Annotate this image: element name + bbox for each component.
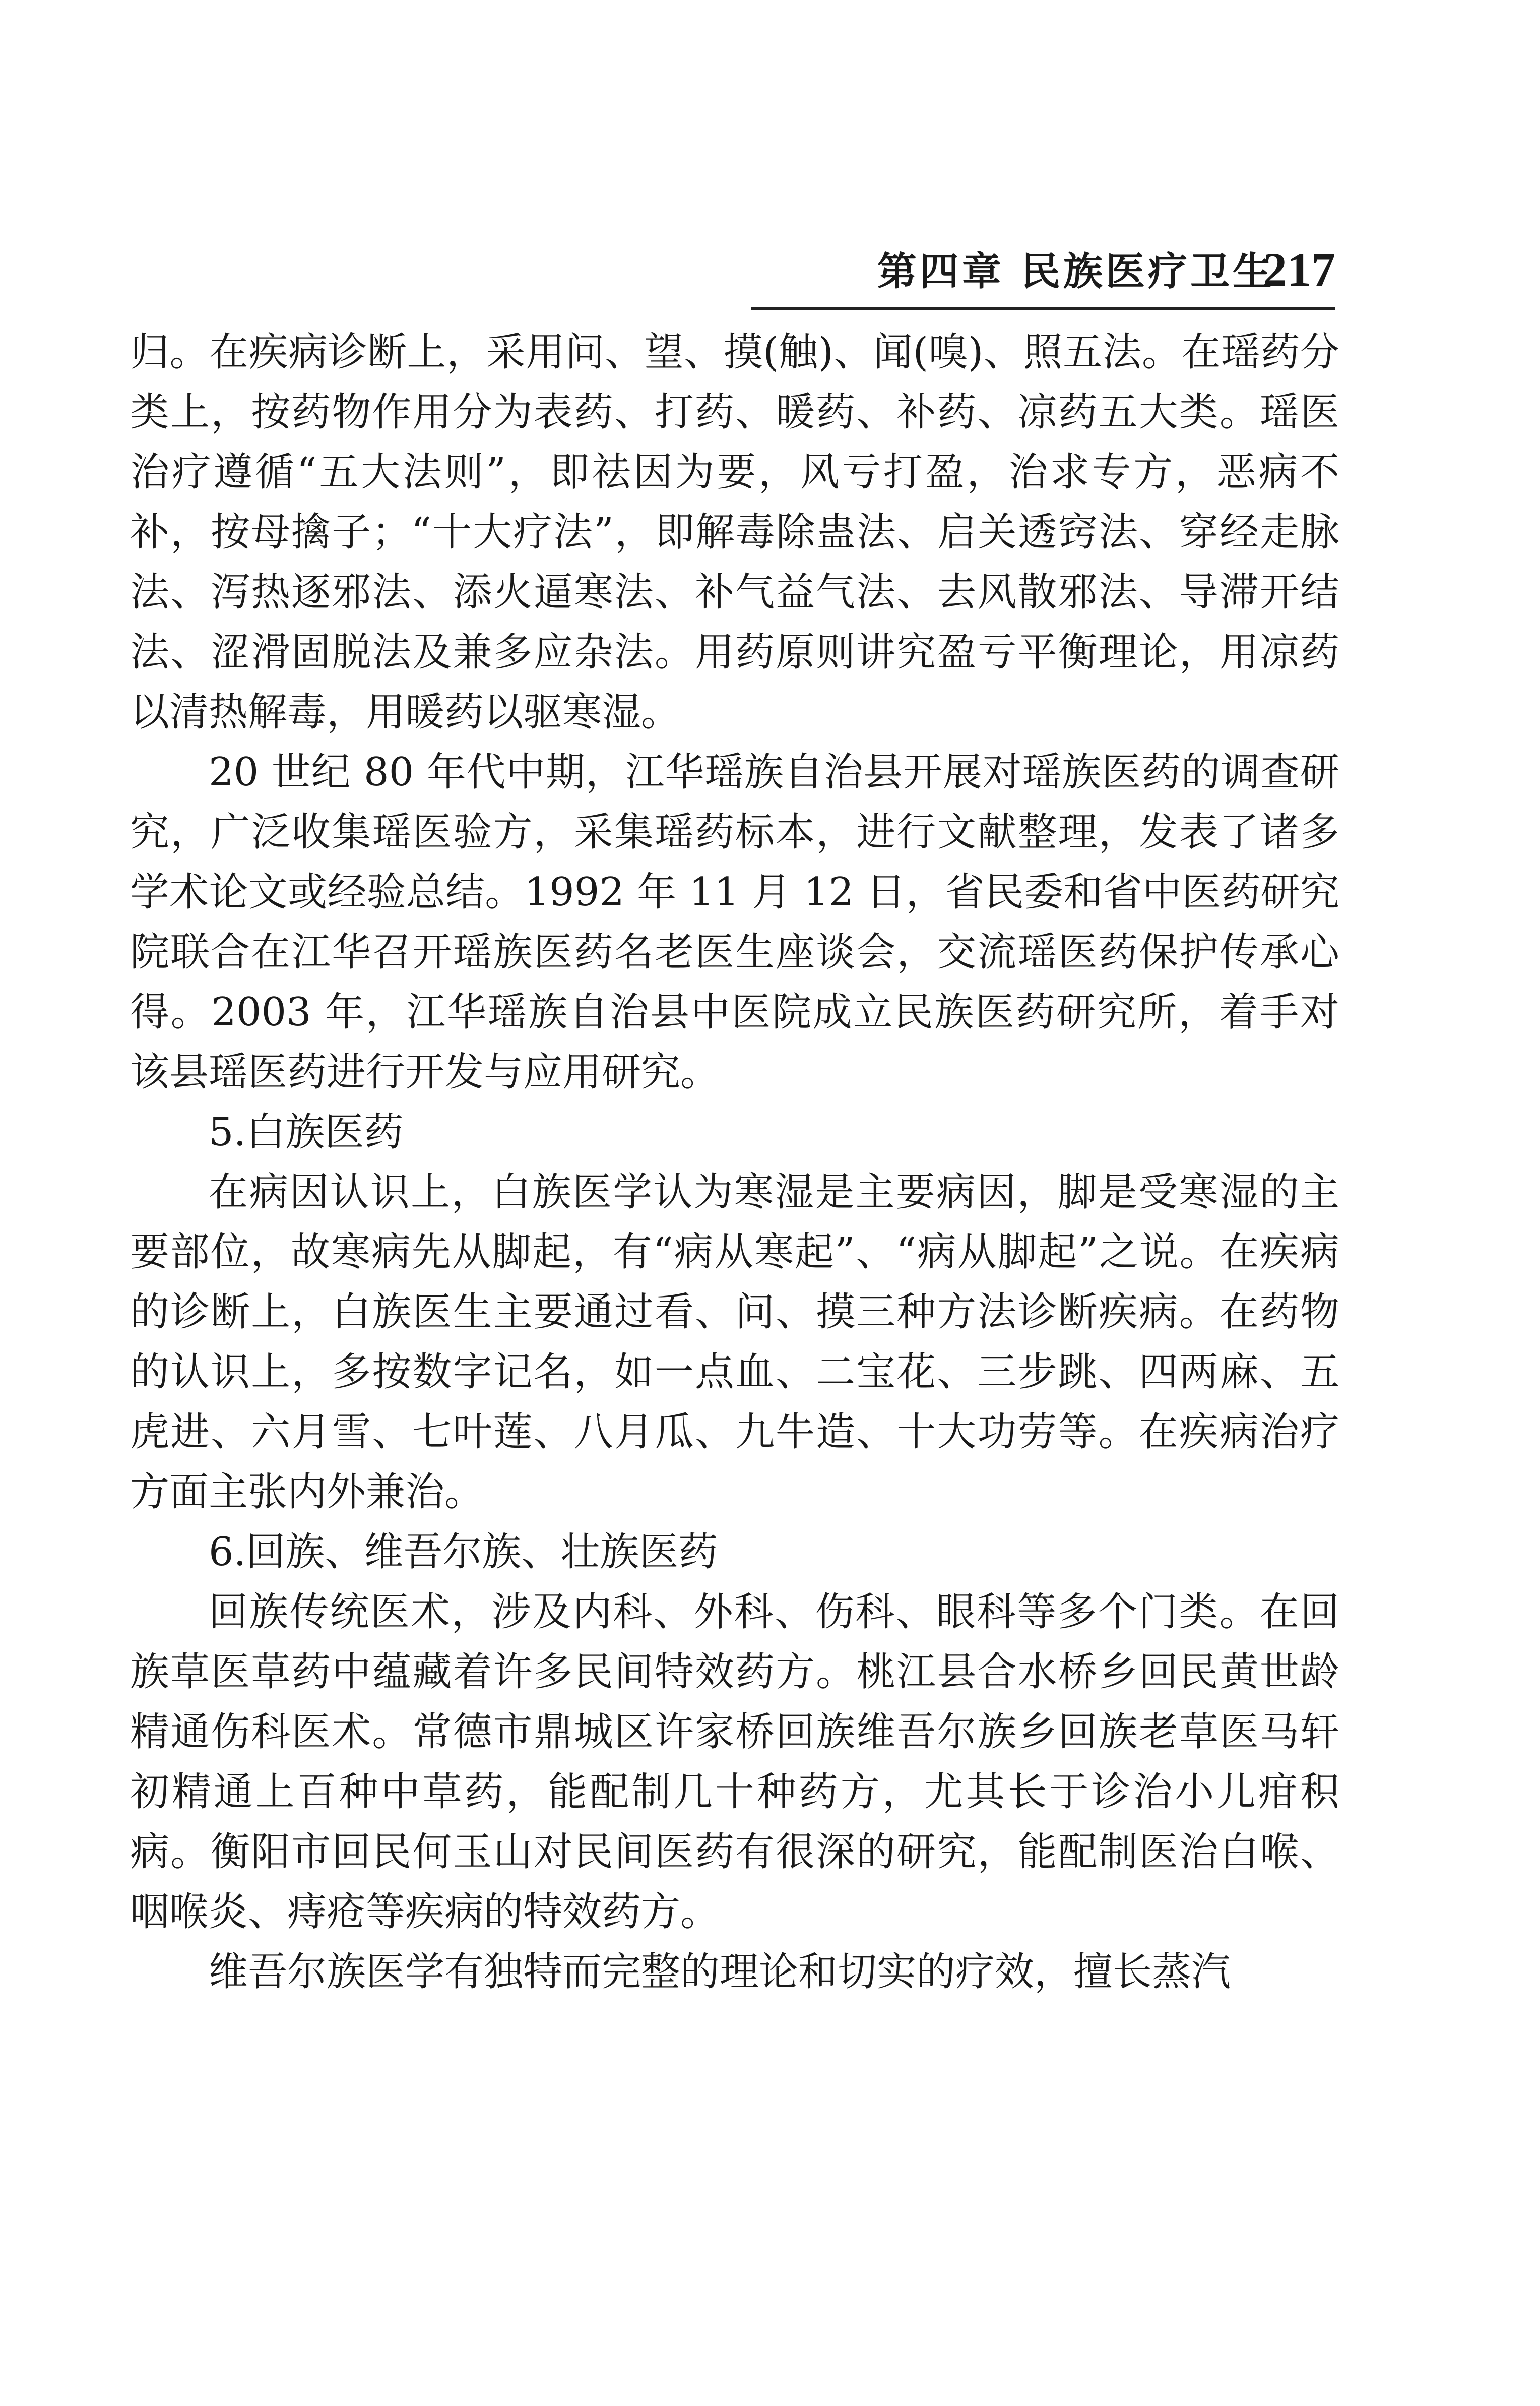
paragraph: 20 世纪 80 年代中期，江华瑶族自治县开展对瑶族医药的调查研究，广泛收集瑶医验方，采集瑶药标本，进行文献整理，发表了诸多学术论文或经验总结。1992 年 11 月 12 日，省民委和省中医药研究院联合在江华召开瑶族医药名老医生座谈会，交流瑶医药保护传承心得。2003 年，江华瑶族自治县中医院成立民族医药研究所，着手对该县瑶医药进行开发与应用研究。 [130, 750, 1339, 1095]
section-heading-hui-uyghur-zhuang: 6.回族、维吾尔族、壮族医药 [209, 1529, 718, 1575]
running-header [751, 237, 1335, 310]
paragraph: 在病因认识上，白族医学认为寒湿是主要病因，脚是受寒湿的主要部位，故寒病先从脚起，有“病从寒起”、“病从脚起”之说。在疾病的诊断上，白族医生主要通过看、问、摸三种方法诊断疾病。在药物的认识上，多按数字记名，如一点血、二宝花、三步跳、四两麻、五虎进、六月雪、七叶莲、八月瓜、九牛造、十大功劳等。在疾病治疗方面主张内外兼治。 [130, 1169, 1339, 1515]
chapter-title: 第四章 民族医疗卫生 [877, 249, 1275, 294]
section-heading-bai: 5.白族医药 [209, 1109, 404, 1155]
paragraph: 归。在疾病诊断上，采用问、望、摸(触)、闻(嗅)、照五法。在瑶药分类上，按药物作用分为表药、打药、暖药、补药、凉药五大类。瑶医治疗遵循“五大法则”，即祛因为要，风亏打盈，治求专方，恶病不补，按母擒子；“十大疗法”，即解毒除蛊法、启关透窍法、穿经走脉法、泻热逐邪法、添火逼寒法、补气益气法、去风散邪法、导滞开结法、涩滑固脱法及兼多应杂法。用药原则讲究盈亏平衡理论，用凉药以清热解毒，用暖药以驱寒湿。 [130, 330, 1339, 735]
main-text [130, 323, 1339, 2002]
paragraph: 回族传统医术，涉及内科、外科、伤科、眼科等多个门类。在回族草医草药中蕴藏着许多民间特效药方。桃江县合水桥乡回民黄世龄精通伤科医术。常德市鼎城区许家桥回族维吾尔族乡回族老草医马轩初精通上百种中草药，能配制几十种药方，尤其长于诊治小儿疳积病。衡阳市回民何玉山对民间医药有很深的研究，能配制医治白喉、咽喉炎、痔疮等疾病的特效药方。 [130, 1589, 1339, 1935]
paragraph: 维吾尔族医学有独特而完整的理论和切实的疗效，擅长蒸汽 [209, 1949, 1231, 1995]
page-number: 217 [1263, 242, 1335, 296]
